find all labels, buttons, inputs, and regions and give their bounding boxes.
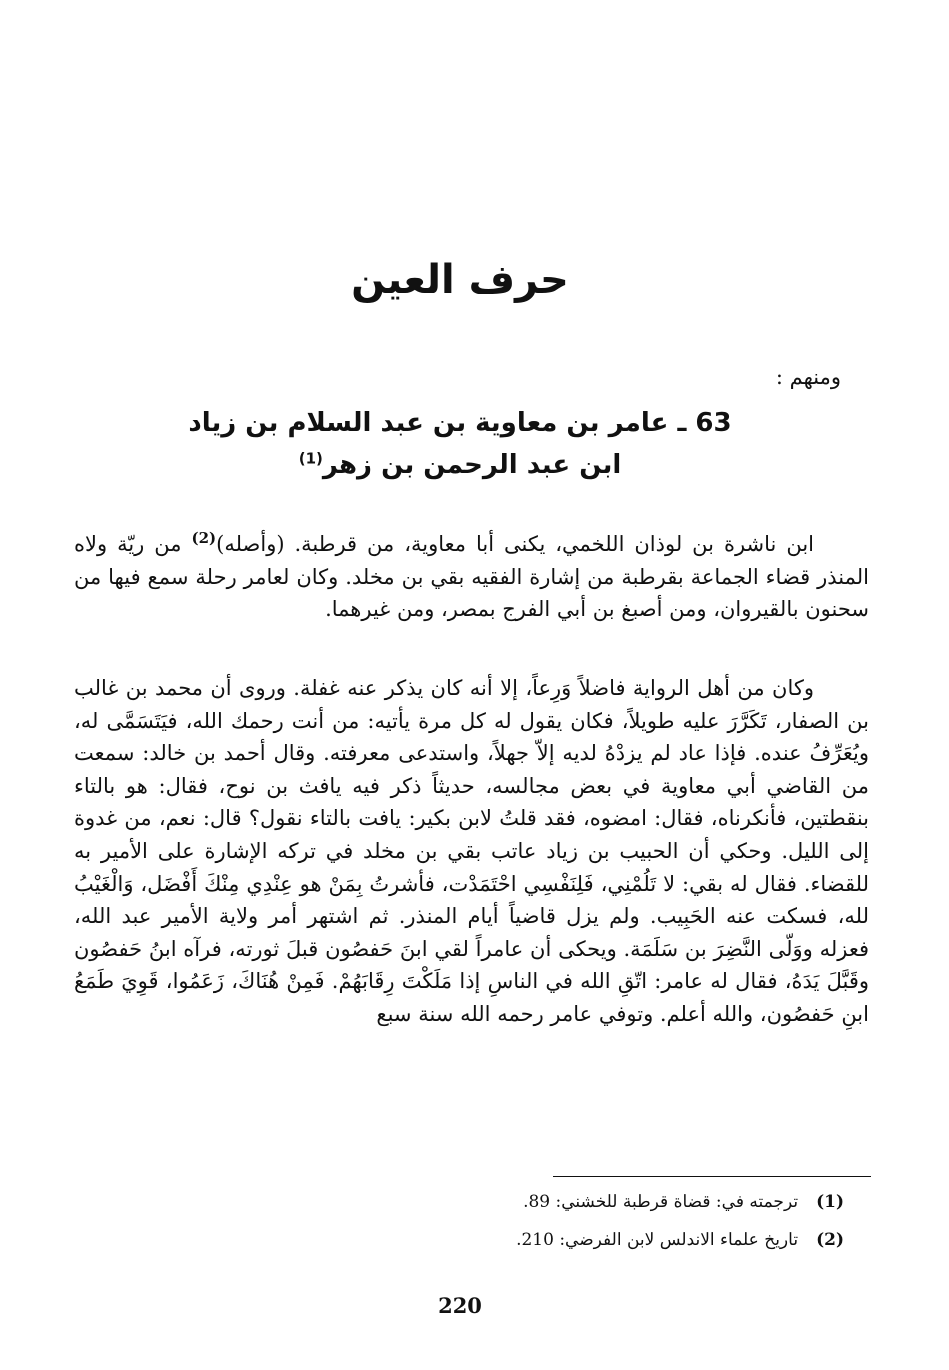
footnote-ref-2: (2) <box>191 529 217 547</box>
entry-heading-line-1: 63 ـ عامر بن معاوية بن عبد السلام بن زياد <box>188 408 732 438</box>
footnote-2 <box>516 1228 844 1252</box>
paragraph-1 <box>74 528 869 626</box>
paragraph-2: وكان من أهل الرواية فاضلاً وَرِعاً، إلا أنه كان يذكر عنه غفلة. وروى أن محمد بن غالب بن الصفار، تَكَرَّرَ عليه طويلاً، فكان يقول له كل مرة يأتيه: من أنت رحمك الله، فيَتَسَمَّى له، ويُعَرِّفُ عنده. فإذا عاد لم يزدْهُ لديه إلاّ جهلاً، واستدعى معرفته. وقال أحمد بن خالد: سمعت من القاضي أبي معاوية في بعض مجالسه، حديثاً ذكر فيه يافث بن نوح، فقال: هو بالتاء بنقطتين، فأنكرناه، فقال: امضوه، فقد قلتُ لابن بكير: يافت بالتاء نقول؟ قال: نعم، من غدوة إلى الليل. وحكي أن الحبيب بن زياد عاتب بقي بن مخلد في تركه الإشارة على الأمير به للقضاء. فقال له بقي: لا تَلُمْنِي، فَلِنَفْسِي احْتَمَدْت، فأشرتُ بِمَنْ هو عِنْدِي مِنْكَ أَفْضَل، وَالْغَيْبُ لله، فسكت عنه الحَبِيب. ولم يزل قاضياً أيام المنذر. ثم اشتهر أمر ولاية الأمير عبد الله، فعزله ووَلّى النَّضِرَ بن سَلَمَة. ويحكى أن عامراً لقي ابنَ حَفصُون قبلَ ثورته، فرآه ابنُ حَفصُون وقَبَّلَ يَدَهُ، فقال له عامر: اتّقِ الله في الناسِ إذا مَلَكْتَ رِقَابَهُمْ. فَمِنْ هُنَاكَ، زَعَمُوا، قَوِيَ طَمَعُ ابنِ حَفصُون، والله أعلم. وتوفي عامر رحمه الله سنة سبع <box>74 676 869 1026</box>
entry-heading <box>0 402 920 486</box>
footnote-1 <box>523 1190 844 1214</box>
intro-text: ومنهم : <box>775 365 841 389</box>
paragraph-1-part-2: من ريّة ولاه المنذر قضاء الجماعة بقرطبة من إشارة الفقيه بقي بن مخلد. وكان لعامر رحلة سمع فيها من سحنون بالقيروان، ومن أصبغ بن أبي الفرج بمصر، ومن غيرهما. <box>74 532 869 622</box>
footnote-2-text: تاريخ علماء الاندلس لابن الفرضي: 210. <box>516 1230 799 1250</box>
entry-heading-line-2 <box>0 444 920 486</box>
chapter-title: حرف العين <box>351 257 569 303</box>
paragraph-1-part-1: ابن ناشرة بن لوذان اللخمي، يكنى أبا معاوية، من قرطبة. (وأصله) <box>216 532 815 556</box>
footnote-ref-1: (1) <box>298 449 323 468</box>
page-number: 220 <box>438 1293 482 1318</box>
footnote-1-text: ترجمته في: قضاة قرطبة للخشني: 89. <box>523 1192 799 1212</box>
entry-heading-line-2-text: ابن عبد الرحمن بن زهر <box>322 450 622 480</box>
footnote-2-number: (2) <box>816 1230 844 1250</box>
footnote-1-number: (1) <box>816 1192 844 1212</box>
footnote-separator <box>553 1176 871 1177</box>
